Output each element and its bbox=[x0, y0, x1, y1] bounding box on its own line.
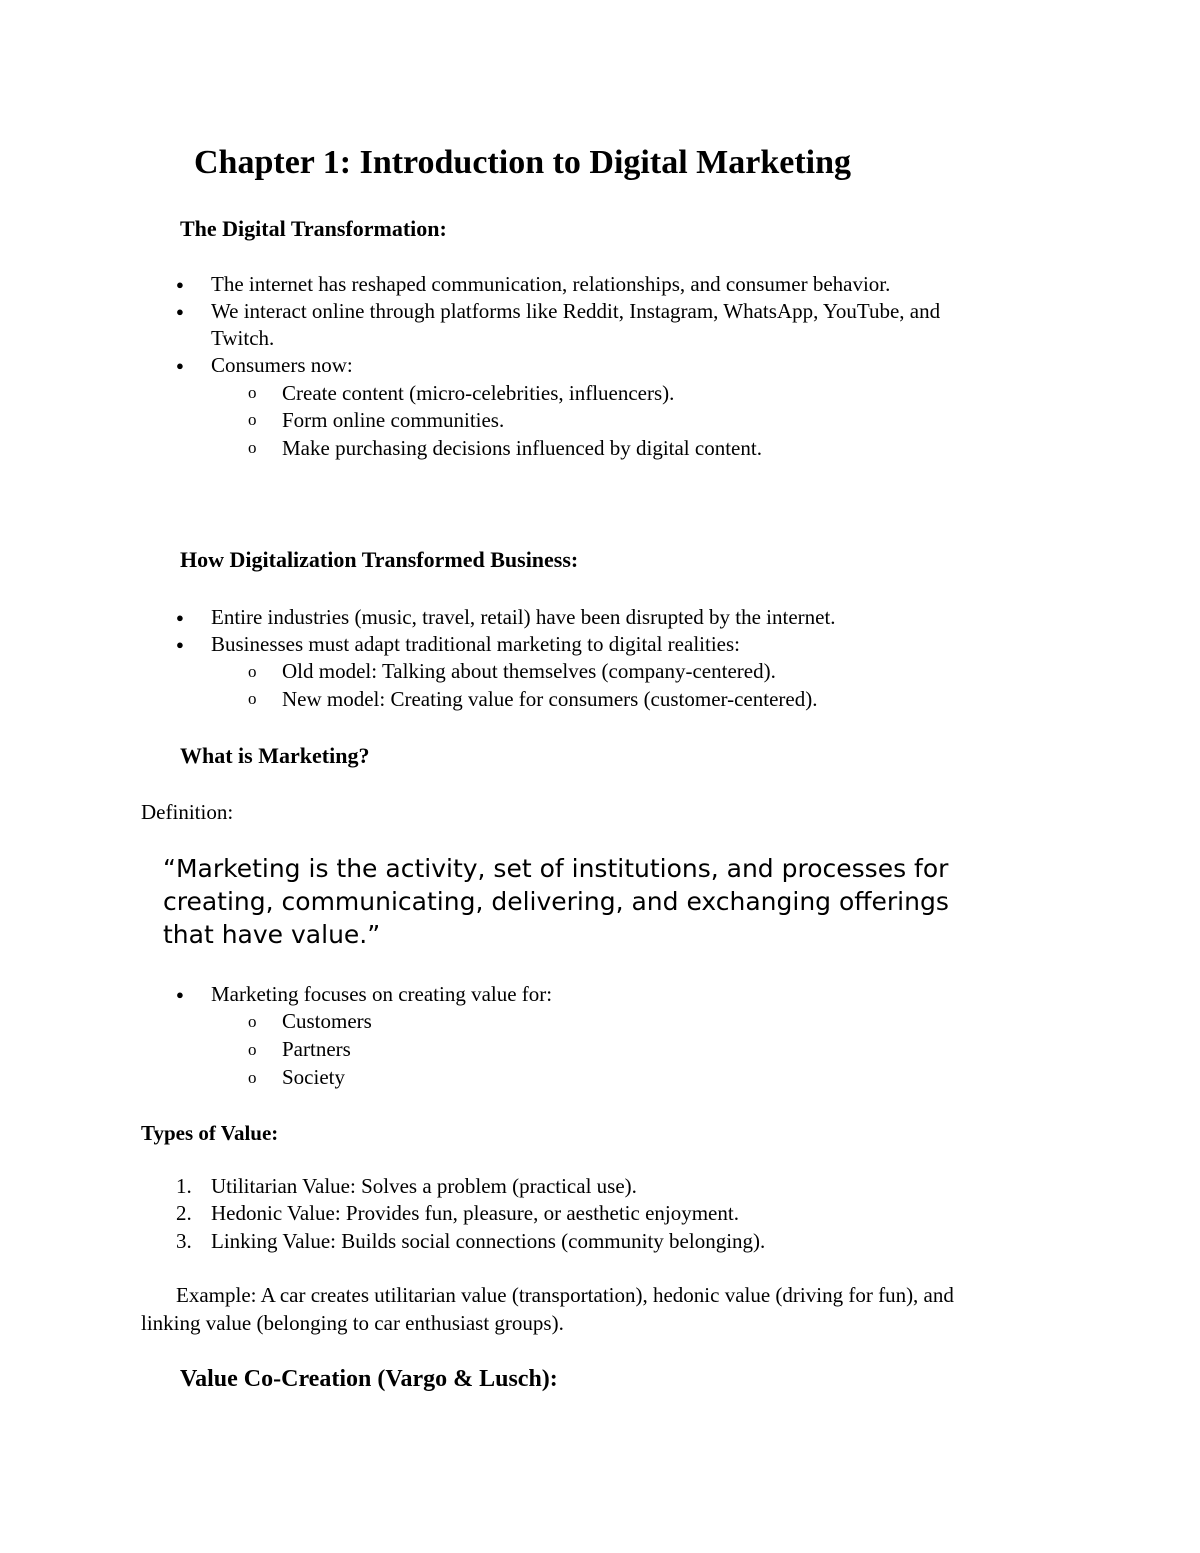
sub-bullet-icon: o bbox=[248, 689, 257, 708]
bullet-icon: ● bbox=[176, 304, 184, 319]
list-item-continuation: Twitch. bbox=[211, 326, 275, 350]
section-heading-value-co-creation: Value Co-Creation (Vargo & Lusch): bbox=[180, 1366, 558, 1392]
page-title: Chapter 1: Introduction to Digital Marketing bbox=[194, 144, 852, 181]
list-item: Consumers now: bbox=[211, 353, 353, 377]
list-number: 1. bbox=[176, 1174, 192, 1198]
bullet-icon: ● bbox=[176, 637, 184, 652]
example-paragraph-line: Example: A car creates utilitarian value (transportation), hedonic value (driving for fun), and bbox=[176, 1283, 954, 1307]
sub-list-item: Customers bbox=[282, 1009, 372, 1033]
sub-list-item: Create content (micro-celebrities, influencers). bbox=[282, 381, 675, 405]
section-heading-digital-transformation: The Digital Transformation: bbox=[180, 216, 447, 241]
list-item: The internet has reshaped communication, relationships, and consumer behavior. bbox=[211, 272, 891, 296]
sub-list-item: Form online communities. bbox=[282, 408, 505, 432]
list-item: Marketing focuses on creating value for: bbox=[211, 982, 553, 1006]
bullet-icon: ● bbox=[176, 987, 184, 1002]
sub-bullet-icon: o bbox=[248, 383, 257, 402]
list-item: Entire industries (music, travel, retail) have been disrupted by the internet. bbox=[211, 605, 836, 629]
numbered-list-item: Utilitarian Value: Solves a problem (practical use). bbox=[211, 1174, 637, 1198]
list-item: Businesses must adapt traditional marketing to digital realities: bbox=[211, 632, 740, 656]
sub-list-item: New model: Creating value for consumers (customer-centered). bbox=[282, 687, 818, 711]
definition-quote-line: creating, communicating, delivering, and exchanging offerings bbox=[163, 887, 949, 916]
sub-bullet-icon: o bbox=[248, 1012, 257, 1031]
sub-bullet-icon: o bbox=[248, 1040, 257, 1059]
section-heading-digitalization-business: How Digitalization Transformed Business: bbox=[180, 547, 579, 572]
list-item: We interact online through platforms like Reddit, Instagram, WhatsApp, YouTube, and bbox=[211, 299, 941, 323]
sub-list-item: Society bbox=[282, 1065, 345, 1089]
list-number: 2. bbox=[176, 1201, 192, 1225]
sub-bullet-icon: o bbox=[248, 438, 257, 457]
sub-bullet-icon: o bbox=[248, 1068, 257, 1087]
numbered-list-item: Hedonic Value: Provides fun, pleasure, or aesthetic enjoyment. bbox=[211, 1201, 739, 1225]
section-heading-what-is-marketing: What is Marketing? bbox=[180, 743, 370, 768]
sub-bullet-icon: o bbox=[248, 662, 257, 681]
bullet-icon: ● bbox=[176, 277, 184, 292]
bullet-icon: ● bbox=[176, 358, 184, 373]
definition-quote-line: that have value.” bbox=[163, 920, 381, 949]
definition-quote-line: “Marketing is the activity, set of institutions, and processes for bbox=[163, 854, 949, 883]
bullet-icon: ● bbox=[176, 610, 184, 625]
section-heading-types-of-value: Types of Value: bbox=[141, 1121, 279, 1145]
definition-label: Definition: bbox=[141, 800, 234, 824]
example-paragraph-line: linking value (belonging to car enthusiast groups). bbox=[141, 1311, 564, 1335]
numbered-list-item: Linking Value: Builds social connections (community belonging). bbox=[211, 1229, 766, 1253]
sub-list-item: Old model: Talking about themselves (company-centered). bbox=[282, 659, 776, 683]
list-number: 3. bbox=[176, 1229, 192, 1253]
sub-list-item: Partners bbox=[282, 1037, 351, 1061]
sub-bullet-icon: o bbox=[248, 410, 257, 429]
sub-list-item: Make purchasing decisions influenced by digital content. bbox=[282, 436, 762, 460]
